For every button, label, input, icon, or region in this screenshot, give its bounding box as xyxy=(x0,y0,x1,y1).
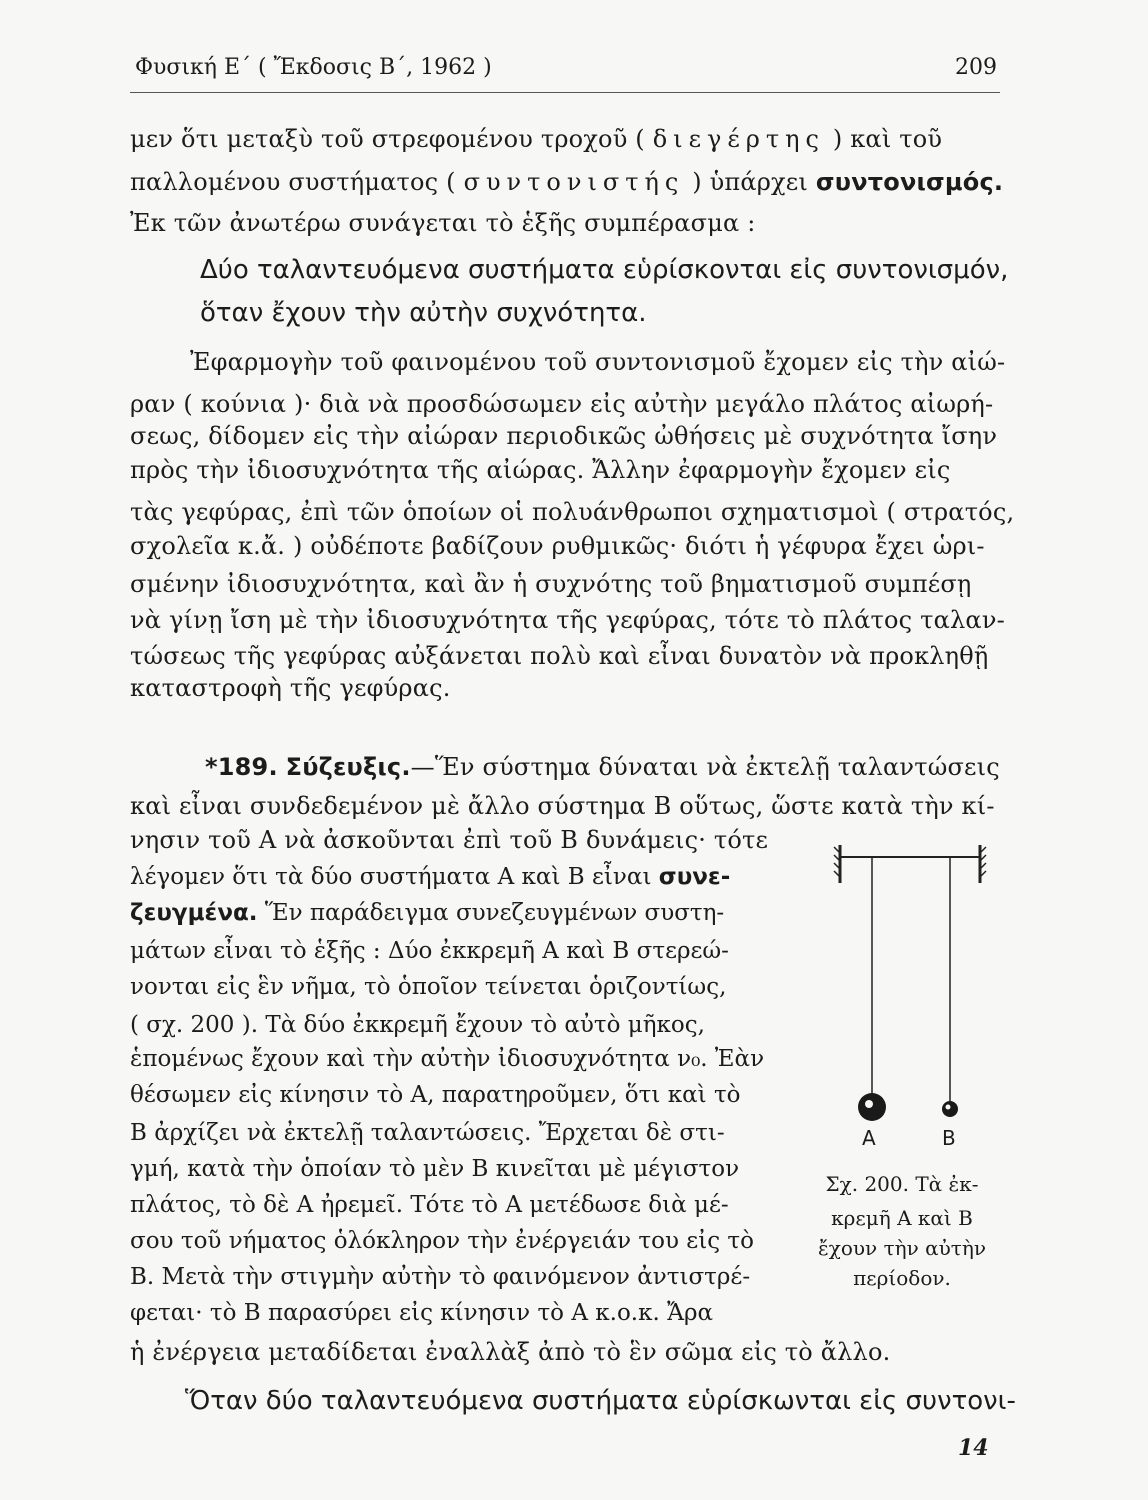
text-line: τὰς γεφύρας, ἐπὶ τῶν ὁποίων οἱ πολυάνθρωποι σχηματισμοὶ ( στρατός, xyxy=(130,498,1015,526)
text-line: σχολεῖα κ.ἄ. ) οὐδέποτε βαδίζουν ρυθμικῶς· διότι ἡ γέφυρα ἔχει ὡρι- xyxy=(130,532,985,560)
text-span: παλλομένου συστήματος ( xyxy=(130,168,456,196)
rule-statement-line: Δύο ταλαντευόμενα συστήματα εὑρίσκονται εἰς συντονισμόν, xyxy=(200,255,1009,285)
label-b: B xyxy=(942,1126,956,1150)
page-number: 209 xyxy=(955,55,997,80)
running-header: Φυσική Ε΄ ( Ἔκδοσις Β΄, 1962 ) xyxy=(135,55,492,80)
rule-statement-line: Ὅταν δύο ταλαντευόμενα συστήματα εὑρίσκωνται εἰς συντονι- xyxy=(185,1386,1016,1416)
right-wall-support xyxy=(980,845,986,883)
text-line: σου τοῦ νήματος ὁλόκληρον τὴν ἐνέργειάν του εἰς τὸ xyxy=(130,1228,754,1254)
bold-term: συντονισμός. xyxy=(815,168,1004,196)
text-line: ( σχ. 200 ). Τὰ δύο ἐκκρεμῆ ἔχουν τὸ αὐτὸ μῆκος, xyxy=(130,1012,705,1038)
spaced-term: διεγέρτης xyxy=(652,125,825,153)
pendulum-b-highlight xyxy=(946,1105,951,1110)
text-span: λέγομεν ὅτι τὰ δύο συστήματα Α καὶ Β εἶναι xyxy=(130,864,652,890)
text-line: Ἐκ τῶν ἀνωτέρω συνάγεται τὸ ἑξῆς συμπέρασμα : xyxy=(130,209,756,237)
text-line: ἑπομένως ἔχουν καὶ τὴν αὐτὴν ἰδιοσυχνότητα ν₀. Ἐὰν xyxy=(130,1046,765,1072)
section-heading-line xyxy=(205,753,1000,781)
text-span: μεν ὅτι μεταξὺ τοῦ στρεφομένου τροχοῦ ( xyxy=(130,125,645,153)
rule-statement-line: ὅταν ἔχουν τὴν αὐτὴν συχνότητα. xyxy=(200,298,647,328)
coupled-pendulums-figure xyxy=(820,835,1000,1155)
pendulum-a-highlight xyxy=(865,1100,873,1108)
text-line: θέσωμεν εἰς κίνησιν τὸ Α, παρατηροῦμεν, ὅτι καὶ τὸ xyxy=(130,1082,741,1108)
text-line: Β. Μετὰ τὴν στιγμὴν αὐτὴν τὸ φαινόμενον ἀντιστρέ- xyxy=(130,1264,751,1290)
figure-caption-line: Σχ. 200. Τὰ ἐκ- xyxy=(825,1172,979,1196)
spaced-term: συντονιστής xyxy=(463,168,685,196)
bold-term: ζευγμένα. xyxy=(130,900,258,926)
header-rule xyxy=(130,92,1000,93)
text-line xyxy=(130,900,724,926)
text-line: πλάτος, τὸ δὲ Α ἠρεμεῖ. Τότε τὸ Α μετέδωσε διὰ μέ- xyxy=(130,1192,729,1218)
text-line: καταστροφὴ τῆς γεφύρας. xyxy=(130,674,451,702)
text-span: Ἕν παράδειγμα συνεζευγμένων συστη- xyxy=(264,900,725,926)
text-span: ) ὑπάρχει xyxy=(692,168,809,196)
text-span: ) καὶ τοῦ xyxy=(832,125,943,153)
text-line: Β ἀρχίζει νὰ ἐκτελῇ ταλαντώσεις. Ἔρχεται δὲ στι- xyxy=(130,1120,725,1146)
figure-caption-line: ἔχουν τὴν αὐτὴν xyxy=(818,1236,986,1260)
label-a: A xyxy=(862,1126,876,1150)
text-line: ἡ ἐνέργεια μεταδίδεται ἐναλλὰξ ἀπὸ τὸ ἓν σῶμα εἰς τὸ ἄλλο. xyxy=(130,1338,891,1366)
figure-caption-line: κρεμῆ Α καὶ Β xyxy=(831,1206,973,1230)
section-title: Σύζευξις. xyxy=(285,753,411,781)
text-line xyxy=(130,168,1003,196)
text-line: τώσεως τῆς γεφύρας αὐξάνεται πολὺ καὶ εἶναι δυνατὸν νὰ προκληθῇ xyxy=(130,642,989,670)
section-number: *189. xyxy=(205,753,278,781)
text-line: ραν ( κούνια )· διὰ νὰ προσδώσωμεν εἰς αὐτὴν μεγάλο πλάτος αἰωρή- xyxy=(130,390,994,418)
text-line: καὶ εἶναι συνδεδεμένον μὲ ἄλλο σύστημα Β οὕτως, ὥστε κατὰ τὴν κί- xyxy=(130,792,995,820)
text-line xyxy=(130,864,730,890)
signature-number: 14 xyxy=(958,1435,989,1461)
text-line: μάτων εἶναι τὸ ἑξῆς : Δύο ἐκκρεμῆ Α καὶ Β στερεώ- xyxy=(130,938,729,964)
figure-caption-line: περίοδον. xyxy=(853,1266,951,1290)
bold-term: συνε- xyxy=(658,864,731,890)
text-line: πρὸς τὴν ἰδιοσυχνότητα τῆς αἰώρας. Ἄλλην ἐφαρμογὴν ἔχομεν εἰς xyxy=(130,456,951,484)
text-line: νὰ γίνῃ ἴση μὲ τὴν ἰδιοσυχνότητα τῆς γεφύρας, τότε τὸ πλάτος ταλαν- xyxy=(130,606,1005,634)
pendulum-b-bob xyxy=(942,1101,958,1117)
text-line: σεως, δίδομεν εἰς τὴν αἰώραν περιοδικῶς ὠθήσεις μὲ συχνότητα ἴσην xyxy=(130,422,998,450)
pendulum-a-bob xyxy=(858,1093,886,1121)
text-line: σμένην ἰδιοσυχνότητα, καὶ ἂν ἡ συχνότης τοῦ βηματισμοῦ συμπέσῃ xyxy=(130,570,972,598)
text-line xyxy=(130,125,942,153)
text-line: γμή, κατὰ τὴν ὁποίαν τὸ μὲν Β κινεῖται μὲ μέγιστον xyxy=(130,1156,740,1182)
text-line: νησιν τοῦ Α νὰ ἀσκοῦνται ἐπὶ τοῦ Β δυνάμεις· τότε xyxy=(130,826,769,854)
left-wall-support xyxy=(834,845,840,883)
text-span: —Ἕν σύστημα δύναται νὰ ἐκτελῇ ταλαντώσεις xyxy=(410,753,1000,781)
text-line: νονται εἰς ἓν νῆμα, τὸ ὁποῖον τείνεται ὁριζοντίως, xyxy=(130,974,727,1000)
text-line: φεται· τὸ Β παρασύρει εἰς κίνησιν τὸ Α κ.ο.κ. Ἄρα xyxy=(130,1300,714,1326)
text-line: Ἐφαρμογὴν τοῦ φαινομένου τοῦ συντονισμοῦ ἔχομεν εἰς τὴν αἰώ- xyxy=(190,348,1006,376)
